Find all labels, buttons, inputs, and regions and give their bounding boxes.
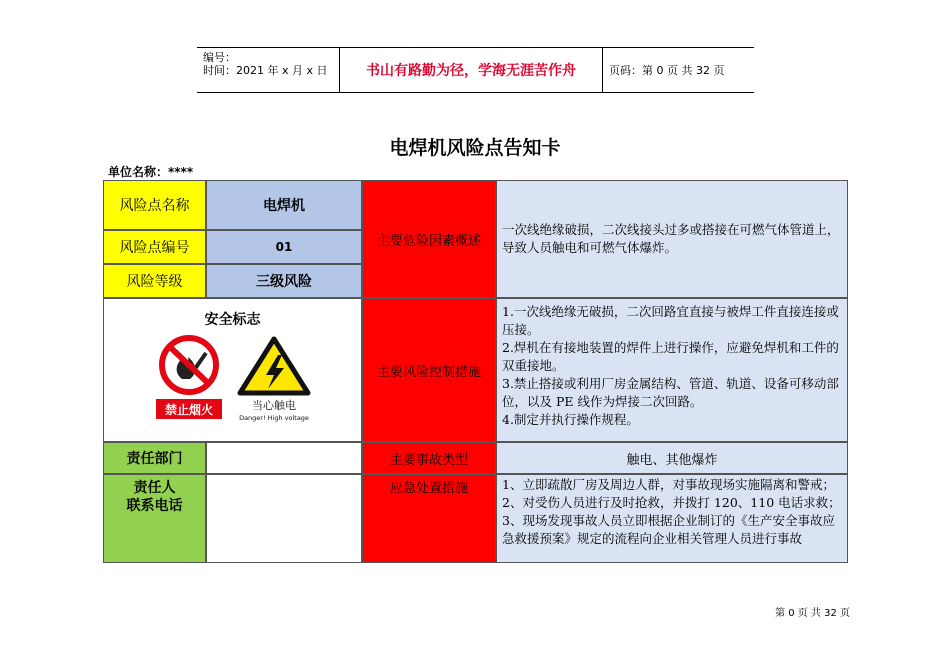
emergency-item: 3、现场发现事故人员立即根据企业制订的《生产安全事故应急救援预案》规定的流程向企业相关管理人员进行事故 — [502, 513, 835, 546]
time-label: 时间：2021 年 x 月 x 日 — [203, 64, 328, 77]
risk-name-value: 电焊机 — [206, 180, 362, 230]
accident-value: 触电、其他爆炸 — [496, 442, 848, 474]
sign1-text: 禁止烟火 — [164, 403, 214, 417]
risk-no-label: 风险点编号 — [103, 230, 206, 264]
header-meta — [197, 48, 339, 92]
risk-level-value: 三级风险 — [206, 264, 362, 298]
header-motto: 书山有路勤为径，学海无涯苦作舟 — [339, 48, 603, 92]
control-list — [496, 298, 848, 442]
page-footer: 第 0 页 共 32 页 — [775, 608, 850, 619]
hazard-label: 主要危险因素概述 — [362, 180, 496, 298]
high-voltage-icon — [236, 335, 312, 427]
page-header — [197, 47, 754, 93]
hazard-text: 一次线绝缘破损，二次线接头过多或搭接在可燃气体管道上，导致人员触电和可燃气体爆炸。 — [496, 180, 848, 298]
dept-label: 责任部门 — [103, 442, 206, 474]
control-item: 3.禁止搭接或利用厂房金属结构、管道、轨道、设备可移动部位，以及 PE 线作为焊接二次回路。 — [502, 376, 839, 409]
accident-label: 主要事故类型 — [362, 442, 496, 474]
person-label: 责任人 — [133, 480, 176, 496]
unit-label: 单位名称：**** — [108, 165, 194, 179]
sign2-text: 当心触电 — [252, 399, 296, 412]
risk-no-value: 01 — [206, 230, 362, 264]
safety-sign-cell — [103, 298, 362, 442]
control-label: 主要风险控制措施 — [362, 298, 496, 442]
dept-value — [206, 442, 362, 474]
emergency-item: 2、对受伤人员进行及时抢救，并拨打 120、110 电话求救； — [502, 495, 841, 510]
control-item: 4.制定并执行操作规程。 — [502, 412, 639, 427]
safety-sign-label: 安全标志 — [204, 312, 261, 328]
emergency-item: 1、立即疏散厂房及周边人群，对事故现场实施隔离和警戒； — [502, 477, 835, 492]
person-label-cell — [103, 474, 206, 563]
person-value — [206, 474, 362, 563]
risk-level-label: 风险等级 — [103, 264, 206, 298]
phone-label: 联系电话 — [126, 498, 183, 514]
risk-name-label: 风险点名称 — [103, 180, 206, 230]
header-page: 页码：第 0 页 共 32 页 — [609, 64, 725, 77]
sign2-en: Danger! High voltage — [239, 414, 309, 422]
control-item: 2.焊机在有接地装置的焊件上进行操作，应避免焊机和工件的双重接地。 — [502, 340, 839, 373]
page-title: 电焊机风险点告知卡 — [389, 137, 561, 159]
number-label: 编号： — [203, 51, 236, 64]
control-item: 1.一次线绝缘无破损，二次回路宜直接与被焊工件直接连接或压接。 — [502, 304, 839, 337]
emergency-label: 应急处置措施 — [362, 474, 496, 563]
emergency-list — [496, 474, 848, 563]
no-fire-icon — [154, 335, 226, 427]
